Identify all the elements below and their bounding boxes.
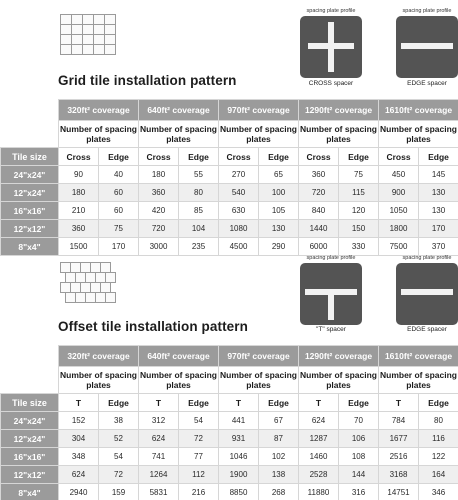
offset-coverage-table [0, 345, 458, 500]
tile-size-label: 12"x12" [1, 466, 59, 484]
coverage-header: 640ft² coverage [139, 346, 219, 367]
cross-count: 1050 [379, 202, 419, 220]
edge-subheader: Edge [419, 394, 458, 412]
t-count: 1264 [139, 466, 179, 484]
plates-header: Number of spacing plates [219, 367, 299, 394]
edge-spacer-label: EDGE spacer [407, 80, 447, 87]
t-count: 931 [219, 430, 259, 448]
t-count: 1046 [219, 448, 259, 466]
t-profile-caption: spacing plate profile [306, 255, 356, 261]
t-count: 304 [59, 430, 99, 448]
edge-count: 159 [99, 484, 139, 500]
tile-size-label: 8"x4" [1, 238, 59, 256]
cross-count: 720 [139, 220, 179, 238]
edge-subheader: Edge [259, 148, 299, 166]
edge-count: 346 [419, 484, 458, 500]
edge-subheader: Edge [179, 148, 219, 166]
t-spacer-icon [300, 263, 362, 325]
table-row [1, 184, 458, 202]
t-count: 2528 [299, 466, 339, 484]
t-count: 624 [139, 430, 179, 448]
edge-count: 130 [259, 220, 299, 238]
cross-count: 450 [379, 166, 419, 184]
edge-subheader: Edge [419, 148, 458, 166]
plates-header: Number of spacing plates [299, 121, 379, 148]
tile-size-label: 12"x24" [1, 430, 59, 448]
edge-count: 55 [179, 166, 219, 184]
edge-count: 170 [99, 238, 139, 256]
t-count: 1677 [379, 430, 419, 448]
cross-count: 360 [299, 166, 339, 184]
edge-count: 106 [339, 430, 379, 448]
coverage-header: 640ft² coverage [139, 100, 219, 121]
edge-count: 145 [419, 166, 458, 184]
edge-count: 130 [419, 202, 458, 220]
cross-profile-caption: spacing plate profile [306, 8, 356, 14]
t-count: 312 [139, 412, 179, 430]
plates-header: Number of spacing plates [59, 121, 139, 148]
cross-count: 1440 [299, 220, 339, 238]
edge-count: 150 [339, 220, 379, 238]
edge-count: 72 [179, 430, 219, 448]
cross-count: 420 [139, 202, 179, 220]
coverage-header: 1610ft² coverage [379, 100, 458, 121]
edge-count: 108 [339, 448, 379, 466]
edge-spacer-icon [396, 263, 458, 325]
edge-subheader: Edge [99, 394, 139, 412]
edge-count: 138 [259, 466, 299, 484]
edge-profile-caption: spacing plate profile [402, 255, 452, 261]
edge-count: 80 [419, 412, 458, 430]
edge-count: 102 [259, 448, 299, 466]
offset-section-title: Offset tile installation pattern [58, 319, 248, 334]
tile-size-label: 24"x24" [1, 166, 59, 184]
cross-subheader: Cross [59, 148, 99, 166]
edge-count: 75 [99, 220, 139, 238]
cross-count: 90 [59, 166, 99, 184]
tile-size-header: Tile size [1, 148, 59, 166]
edge-count: 38 [99, 412, 139, 430]
cross-count: 4500 [219, 238, 259, 256]
grid-section-title: Grid tile installation pattern [58, 73, 237, 88]
plates-header: Number of spacing plates [379, 121, 458, 148]
edge-count: 115 [339, 184, 379, 202]
edge-count: 105 [259, 202, 299, 220]
t-count: 784 [379, 412, 419, 430]
corner-blank [1, 367, 59, 394]
offset-pattern-icon [60, 262, 117, 304]
t-subheader: T [299, 394, 339, 412]
coverage-header: 320ft² coverage [59, 346, 139, 367]
t-count: 8850 [219, 484, 259, 500]
t-count: 2940 [59, 484, 99, 500]
plates-header: Number of spacing plates [379, 367, 458, 394]
tile-size-label: 16"x16" [1, 448, 59, 466]
edge-count: 122 [419, 448, 458, 466]
edge-count: 54 [179, 412, 219, 430]
corner-blank [1, 100, 59, 121]
edge-count: 112 [179, 466, 219, 484]
table-row [1, 448, 458, 466]
t-count: 3168 [379, 466, 419, 484]
edge-count: 52 [99, 430, 139, 448]
cross-subheader: Cross [139, 148, 179, 166]
tile-size-label: 12"x12" [1, 220, 59, 238]
cross-count: 210 [59, 202, 99, 220]
cross-count: 1800 [379, 220, 419, 238]
cross-subheader: Cross [299, 148, 339, 166]
coverage-header: 320ft² coverage [59, 100, 139, 121]
cross-count: 270 [219, 166, 259, 184]
cross-spacer-label: CROSS spacer [308, 80, 354, 87]
plates-header: Number of spacing plates [59, 367, 139, 394]
table-row [1, 166, 458, 184]
cross-count: 630 [219, 202, 259, 220]
coverage-header: 970ft² coverage [219, 346, 299, 367]
cross-count: 540 [219, 184, 259, 202]
edge-subheader: Edge [259, 394, 299, 412]
cross-subheader: Cross [219, 148, 259, 166]
edge-count: 130 [419, 184, 458, 202]
edge-count: 75 [339, 166, 379, 184]
cross-count: 6000 [299, 238, 339, 256]
corner-blank [1, 346, 59, 367]
table-row [1, 484, 458, 500]
tile-size-header: Tile size [1, 394, 59, 412]
edge-count: 77 [179, 448, 219, 466]
edge-count: 60 [99, 184, 139, 202]
edge-count: 164 [419, 466, 458, 484]
edge-count: 65 [259, 166, 299, 184]
cross-count: 360 [59, 220, 99, 238]
edge-count: 370 [419, 238, 458, 256]
cross-count: 180 [59, 184, 99, 202]
coverage-header: 1290ft² coverage [299, 100, 379, 121]
plates-header: Number of spacing plates [299, 367, 379, 394]
edge-count: 54 [99, 448, 139, 466]
cross-count: 1080 [219, 220, 259, 238]
edge-count: 60 [99, 202, 139, 220]
cross-count: 7500 [379, 238, 419, 256]
t-subheader: T [139, 394, 179, 412]
edge-count: 70 [339, 412, 379, 430]
table-row [1, 412, 458, 430]
cross-count: 1500 [59, 238, 99, 256]
grid-pattern-icon [60, 14, 117, 56]
tile-size-label: 8"x4" [1, 484, 59, 500]
t-count: 2516 [379, 448, 419, 466]
t-subheader: T [379, 394, 419, 412]
tile-size-label: 24"x24" [1, 412, 59, 430]
edge-spacer-label: EDGE spacer [407, 326, 447, 333]
edge-count: 104 [179, 220, 219, 238]
tile-size-label: 16"x16" [1, 202, 59, 220]
grid-coverage-table [0, 99, 458, 256]
edge-count: 290 [259, 238, 299, 256]
edge-count: 216 [179, 484, 219, 500]
cross-count: 720 [299, 184, 339, 202]
cross-count: 900 [379, 184, 419, 202]
edge-count: 116 [419, 430, 458, 448]
cross-subheader: Cross [379, 148, 419, 166]
t-count: 741 [139, 448, 179, 466]
coverage-header: 1610ft² coverage [379, 346, 458, 367]
edge-count: 144 [339, 466, 379, 484]
cross-count: 3000 [139, 238, 179, 256]
edge-count: 87 [259, 430, 299, 448]
edge-count: 80 [179, 184, 219, 202]
edge-count: 235 [179, 238, 219, 256]
t-spacer-label: "T" spacer [316, 326, 346, 333]
edge-count: 67 [259, 412, 299, 430]
edge-count: 120 [339, 202, 379, 220]
coverage-header: 970ft² coverage [219, 100, 299, 121]
edge-count: 85 [179, 202, 219, 220]
edge-count: 330 [339, 238, 379, 256]
table-row [1, 466, 458, 484]
t-subheader: T [219, 394, 259, 412]
t-count: 5831 [139, 484, 179, 500]
corner-blank [1, 121, 59, 148]
plates-header: Number of spacing plates [139, 121, 219, 148]
cross-spacer-icon [300, 16, 362, 78]
edge-subheader: Edge [339, 394, 379, 412]
cross-count: 360 [139, 184, 179, 202]
edge-count: 40 [99, 166, 139, 184]
t-count: 1460 [299, 448, 339, 466]
t-count: 348 [59, 448, 99, 466]
edge-subheader: Edge [99, 148, 139, 166]
t-count: 624 [59, 466, 99, 484]
edge-count: 316 [339, 484, 379, 500]
t-count: 14751 [379, 484, 419, 500]
plates-header: Number of spacing plates [219, 121, 299, 148]
cross-count: 180 [139, 166, 179, 184]
edge-count: 100 [259, 184, 299, 202]
edge-spacer-icon [396, 16, 458, 78]
t-count: 11880 [299, 484, 339, 500]
coverage-header: 1290ft² coverage [299, 346, 379, 367]
edge-profile-caption: spacing plate profile [402, 8, 452, 14]
t-count: 152 [59, 412, 99, 430]
table-row [1, 238, 458, 256]
t-count: 1287 [299, 430, 339, 448]
t-count: 1900 [219, 466, 259, 484]
t-subheader: T [59, 394, 99, 412]
table-row [1, 430, 458, 448]
cross-count: 840 [299, 202, 339, 220]
t-count: 624 [299, 412, 339, 430]
plates-header: Number of spacing plates [139, 367, 219, 394]
edge-count: 72 [99, 466, 139, 484]
edge-subheader: Edge [179, 394, 219, 412]
t-count: 441 [219, 412, 259, 430]
tile-size-label: 12"x24" [1, 184, 59, 202]
table-row [1, 202, 458, 220]
table-row [1, 220, 458, 238]
edge-count: 268 [259, 484, 299, 500]
edge-count: 170 [419, 220, 458, 238]
edge-subheader: Edge [339, 148, 379, 166]
